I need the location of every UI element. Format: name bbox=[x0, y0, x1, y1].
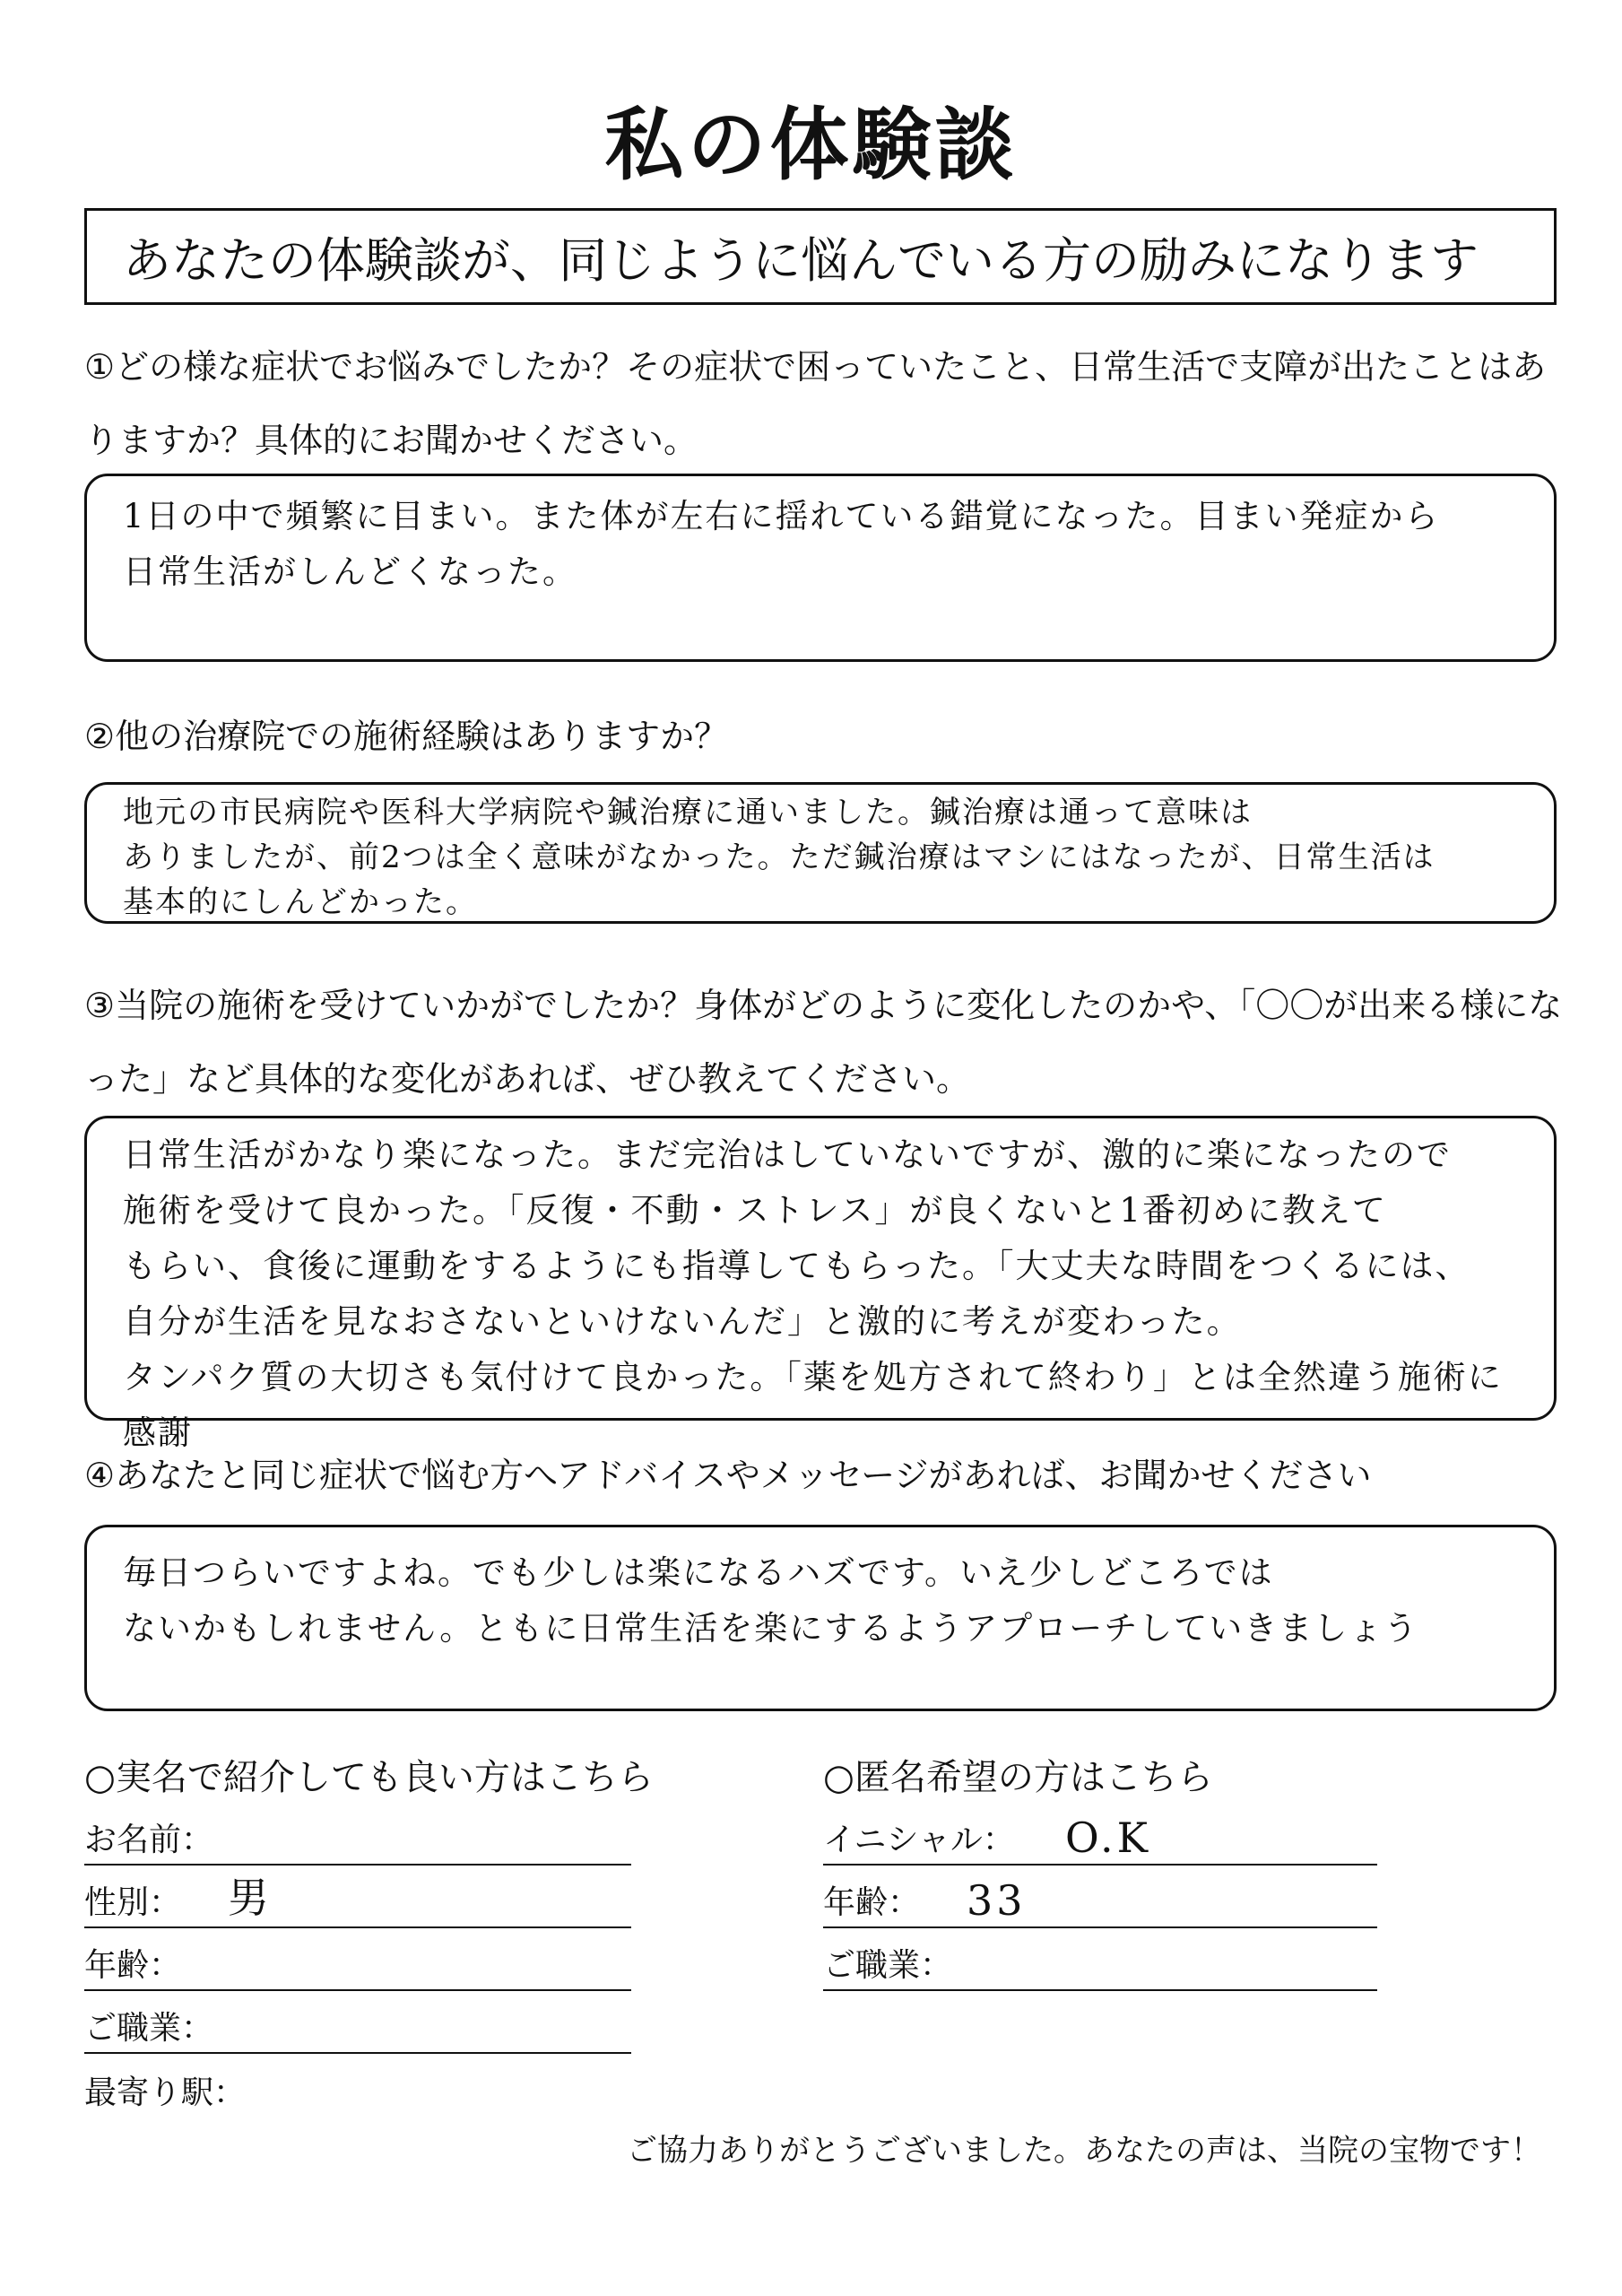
initial-label: イニシャル： bbox=[823, 1822, 1015, 1858]
question-3: ③当院の施術を受けていかがでしたか？身体がどのように変化したのかや、「〇〇が出来る様になった」など具体的な変化があれば、ぜひ教えてください。 bbox=[84, 986, 1563, 1099]
footer-message: ご協力ありがとうございました。あなたの声は、当院の宝物です！ bbox=[627, 2133, 1541, 2169]
answer-box-3 bbox=[84, 1116, 1557, 1452]
banner bbox=[84, 208, 1557, 305]
question-4: ④あなたと同じ症状で悩む方へアドバイスやメッセージがあれば、お聞かせください bbox=[84, 1456, 1372, 1495]
gender-label: 性別： bbox=[84, 1884, 182, 1921]
answer-1: 1日の中で頻繁に目まい。また体が左右に揺れている錯覚になった。目まい発症から 日常生活がしんどくなった。 bbox=[123, 497, 1440, 591]
question-2: ②他の治療院での施術経験はありますか？ bbox=[84, 717, 729, 756]
real-name-heading: ○実名で紹介しても良い方はこちら bbox=[84, 1757, 654, 1798]
initial-value: O.K bbox=[1065, 1813, 1152, 1862]
gender-field[interactable] bbox=[84, 1874, 631, 1928]
anon-age-field[interactable] bbox=[823, 1874, 1377, 1928]
answer-4: 毎日つらいですよね。でも少しは楽になるハズです。いえ少しどころでは ないかもしれません。ともに日常生活を楽にするようアプローチしていきましょう bbox=[123, 1553, 1419, 1648]
answer-box-1 bbox=[84, 474, 1557, 662]
station-field[interactable] bbox=[84, 2063, 631, 2117]
answer-2: 地元の市民病院や医科大学病院や鍼治療に通いました。鍼治療は通って意味は ありましたが、前2つは全く意味がなかった。ただ鍼治療はマシにはなったが、日常生活は 基本的にしんどかった。 bbox=[123, 795, 1436, 920]
anon-age-label: 年齢： bbox=[823, 1884, 921, 1921]
station-label: 最寄り駅： bbox=[84, 2074, 247, 2111]
initial-field[interactable] bbox=[823, 1812, 1377, 1866]
anon-job-label: ご職業： bbox=[823, 1947, 953, 1984]
answer-box-4 bbox=[84, 1525, 1557, 1711]
job-field[interactable] bbox=[84, 2000, 631, 2054]
page-title: 私の体験談 bbox=[604, 99, 1018, 191]
anon-age-value: 33 bbox=[967, 1876, 1027, 1925]
age-field[interactable] bbox=[84, 1937, 631, 1991]
anonymous-heading: ○匿名希望の方はこちら bbox=[823, 1757, 1213, 1798]
job-label: ご職業： bbox=[84, 2010, 214, 2047]
name-field[interactable] bbox=[84, 1812, 631, 1866]
answer-3: 日常生活がかなり楽になった。まだ完治はしていないですが、激的に楽になったので 施術を受けて良かった。「反復・不動・ストレス」が良くないと1番初めに教えて もらい、食後に運動をするようにも指導してもらった。「大丈夫な時間をつくるには、 自分が生活を見なおさないといけないんだ」と激的に考えが変わった。 タンパク質の大切さも気付けて良かった。「薬を処方されて終わり」とは全然違う施術に感謝 bbox=[123, 1135, 1503, 1452]
gender-value: 男 bbox=[228, 1874, 273, 1922]
name-label: お名前： bbox=[84, 1822, 214, 1858]
question-1: ①どの様な症状でお悩みでしたか？その症状で困っていたこと、日常生活で支障が出たことはありますか？具体的にお聞かせください。 bbox=[84, 347, 1547, 460]
anon-job-field[interactable] bbox=[823, 1937, 1377, 1991]
banner-text: あなたの体験談が、同じように悩んでいる方の励みになります bbox=[123, 231, 1479, 289]
answer-box-2 bbox=[84, 782, 1557, 924]
age-label: 年齢： bbox=[84, 1947, 182, 1984]
